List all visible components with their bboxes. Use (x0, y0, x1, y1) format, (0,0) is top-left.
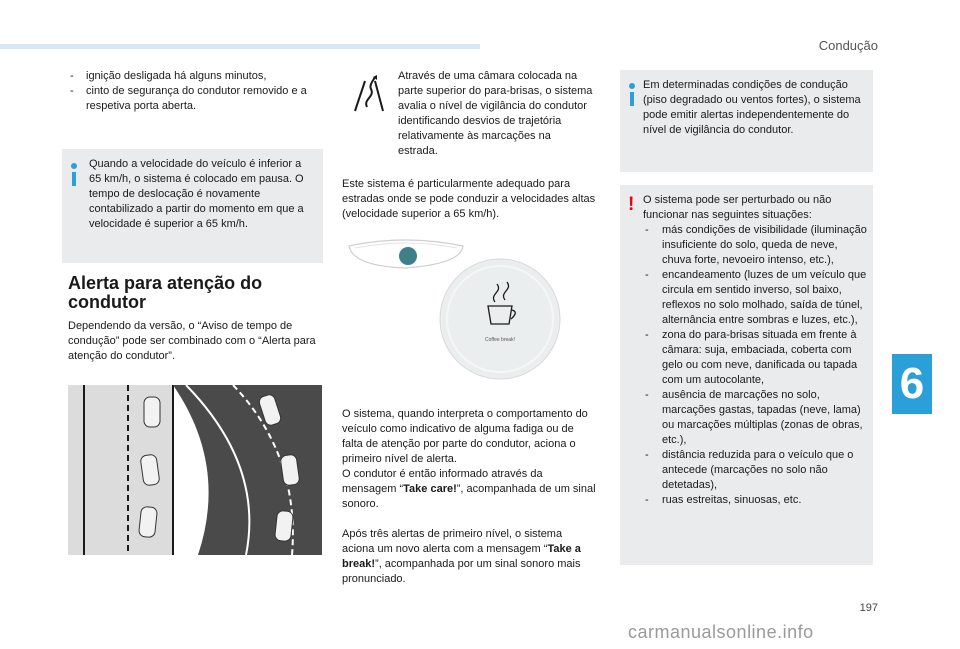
warning-list (643, 223, 867, 508)
lane-drift-drawing (68, 385, 322, 555)
warning-icon: ! (628, 194, 635, 215)
warning-intro: O sistema pode ser perturbado ou não funcionar nas seguintes situações: (643, 194, 832, 221)
road-illustration (68, 385, 322, 555)
list-item: - zona do para-brisas situada em frente à câmara: suja, embaciada, coberta com gelo ou com neve, danificada ou tapada com um autocolante, (643, 328, 867, 388)
take-break-message: Take a break! (342, 543, 581, 570)
page-number: 197 (859, 602, 878, 614)
info-icon-bar (72, 172, 76, 186)
second-alert-paragraph (342, 527, 597, 587)
take-care-message: Take care! (403, 483, 457, 495)
take-care-pre: O condutor é então informado através da mensagem “ (342, 468, 543, 495)
cluster-illustration (345, 236, 595, 386)
info-icon (71, 163, 77, 169)
info-note-text: Quando a velocidade do veículo é inferior a 65 km/h, o sistema é colocado em pausa. O tempo de deslocação é novamente contabilizado a partir do momento em que a velocidade é superior a 65 km/h. (89, 158, 304, 230)
list-item: - ignição desligada há alguns minutos, (68, 69, 318, 84)
section-title: Condução (818, 38, 878, 53)
watermark-text: carmanualsonline.info (628, 622, 814, 642)
camera-description: Através de uma câmara colocada na parte superior do para-brisas, o sistema avalia o nível de vigilância do condutor identificando desvios de trajetória relativamente às marcações na estrada. (398, 70, 593, 157)
first-alert-text: O sistema, quando interpreta o comportamento do veículo como indicativo de alguma fadiga ou de falta de atenção por parte do condutor, aciona o primeiro nível de alerta. (342, 408, 588, 465)
instrument-cluster-drawing (345, 236, 595, 386)
list-item: - distância reduzida para o veículo que o antecede (marcações no solo não detetadas), (643, 448, 867, 493)
warning-content (643, 193, 867, 508)
info-icon (629, 83, 635, 89)
info-note-box (620, 70, 873, 172)
section-heading: Alerta para atenção do condutor (68, 273, 263, 312)
list-item: - más condições de visibilidade (iluminação insuficiente do solo, queda de neve, chuva forte, nevoeiro intenso, etc.), (643, 223, 867, 268)
take-break-pre: Após três alertas de primeiro nível, o sistema aciona um novo alerta com a mensagem “ (342, 528, 563, 555)
list-item: - ausência de marcações no solo, marcações gastas, tapadas (neve, lama) ou marcações múltiplas (zonas de obras, etc.), (643, 388, 867, 448)
list-item: - cinto de segurança do condutor removido e a respetiva porta aberta. (68, 84, 318, 114)
conditions-list (68, 69, 318, 114)
header-bar (0, 44, 480, 49)
intro-paragraph: Dependendo da versão, o “Aviso de tempo de condução” pode ser combinado com o “Alerta para atenção do condutor”. (68, 320, 316, 362)
camera-lens-icon (399, 247, 417, 265)
info-note-text: Em determinadas condições de condução (piso degradado ou ventos fortes), o sistema pode emitir alertas independentemente do nível de vigilância do condutor. (643, 79, 861, 136)
list-item: - ruas estreitas, sinuosas, etc. (643, 493, 867, 508)
take-break-post: ”, acompanhada por um sinal sonoro mais pronunciado. (342, 558, 581, 585)
lane-departure-icon (353, 73, 385, 113)
info-icon-bar (630, 92, 634, 106)
take-care-post: ”, acompanhada de um sinal sonoro. (342, 483, 596, 510)
warning-box (620, 185, 873, 565)
chapter-tab: 6 (892, 354, 932, 414)
cluster-message: Coffee break! (485, 337, 515, 343)
info-note-box (62, 149, 323, 263)
first-alert-paragraph (342, 407, 597, 512)
suitable-roads-paragraph: Este sistema é particularmente adequado para estradas onde se pode conduzir a velocidades altas (velocidade superior a 65 km/h). (342, 178, 596, 220)
list-item: - encandeamento (luzes de um veículo que circula em sentido inverso, sol baixo, reflexos no solo molhado, saída de túnel, alternância entre sombras e luzes, etc.), (643, 268, 867, 328)
